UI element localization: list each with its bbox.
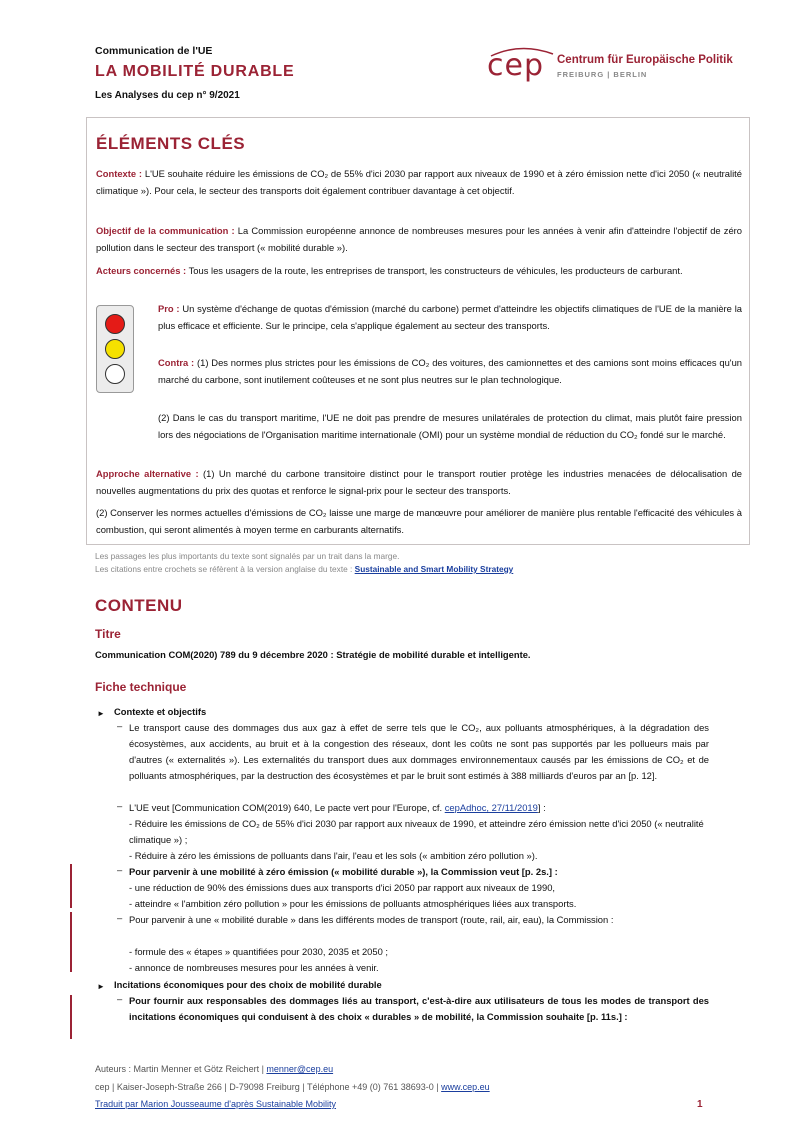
list-item: Le transport cause des dommages dus aux gaz à effet de serre tels que le CO₂, aux polluants atmosphériques, à la dégradation des écosystèmes, aux accidents, au bruit et à la congestion des réseaux, dont les coûts ne sont pas supportés par les pollueurs mais par d'autres (« externalités »). Les externalités du transport dues aux dommages environnementaux causés par les émissions de CO₂ et de polluants atmosphériques, par la destruction des écosystèmes et par le bruit sont estimés à 388 milliards d'euros par an [p. 12]. — [129, 722, 709, 781]
logo-text: cep — [487, 48, 544, 83]
dash-icon: – — [117, 993, 123, 1004]
pro-text: Un système d'échange de quotas d'émission (marché du carbone) permet d'atteindre les objectifs climatiques de l'UE de la manière la plus efficace et efficiente. Sur le principe, cela s'applique également au secteur des transports. — [158, 303, 742, 331]
bullet-title: Incitations économiques pour des choix de mobilité durable — [114, 979, 382, 990]
contra-paragraph — [158, 354, 742, 388]
note-margin-lines: Les passages les plus importants du texte sont signalés par un trait dans la marge. — [95, 551, 400, 561]
list-item-text: L'UE veut [Communication COM(2019) 640, Le pacte vert pour l'Europe, cf. — [129, 802, 445, 813]
cep-logo — [487, 44, 747, 84]
communication-label: Communication de l'UE — [95, 45, 213, 57]
bullet-title: Contexte et objectifs — [114, 706, 207, 717]
logo-cities: FREIBURG | BERLIN — [557, 70, 648, 79]
footer-authors-text: Auteurs : Martin Menner et Götz Reichert | — [95, 1064, 267, 1074]
context-label: Contexte : — [96, 168, 143, 179]
alternative-text-1: (1) Un marché du carbone transitoire distinct pour le transport routier protège les industries menacées de délocalisation de nouvelles augmentations du prix des quotas et renforce le signal-prix pour le secteur des transports. — [96, 468, 743, 496]
footer-address — [95, 1082, 490, 1092]
objective-paragraph — [96, 222, 742, 256]
contra-label: Contra : — [158, 357, 195, 368]
sub-item: - Réduire à zéro les émissions de polluants dans l'air, l'eau et les sols (« ambition zéro pollution »). — [129, 850, 538, 861]
margin-mark — [70, 995, 72, 1039]
sub-item: - annonce de nombreuses mesures pour les années à venir. — [129, 962, 379, 973]
yellow-lamp-icon — [105, 339, 125, 359]
title-text: Communication COM(2020) 789 du 9 décembre 2020 : Stratégie de mobilité durable et intelligente. — [95, 649, 531, 660]
key-elements-title: ÉLÉMENTS CLÉS — [96, 134, 246, 153]
content-heading: CONTENU — [95, 596, 183, 615]
translation-link[interactable]: Traduit par Marion Jousseaume d'après Sustainable Mobility — [95, 1099, 337, 1109]
sub-item: - une réduction de 90% des émissions dues aux transports d'ici 2050 par rapport aux niveaux de 1990, — [129, 882, 556, 893]
sub-item: - formule des « étapes » quantifiées pour 2030, 2035 et 2050 ; — [129, 946, 389, 957]
context-text: L'UE souhaite réduire les émissions de CO₂ de 55% d'ici 2030 par rapport aux niveaux de 1990 et à zéro émission nette d'ici 2050 (« neutralité climatique »). Pour cela, le secteur des transports doit également contribuer davantage à cet objectif. — [96, 168, 742, 196]
dash-icon: – — [117, 800, 123, 811]
objective-label: Objectif de la communication : — [96, 225, 235, 236]
page-number: 1 — [697, 1099, 703, 1110]
document-series: Les Analyses du cep n° 9/2021 — [95, 90, 240, 101]
dash-icon: – — [117, 720, 123, 731]
dash-icon: – — [117, 864, 123, 875]
strategy-link[interactable]: Sustainable and Smart Mobility Strategy — [354, 564, 514, 574]
author-email-link[interactable]: menner@cep.eu — [266, 1064, 334, 1074]
footer-authors — [95, 1064, 333, 1074]
margin-mark — [70, 912, 72, 972]
traffic-light-icon — [96, 305, 134, 393]
cepadhoc-link[interactable]: cepAdhoc, 27/11/2019 — [444, 802, 538, 813]
fiche-heading: Fiche technique — [95, 680, 187, 694]
bullet-icon: ► — [97, 982, 105, 991]
footer-translation — [95, 1099, 336, 1109]
actors-label: Acteurs concernés : — [96, 265, 187, 276]
sub-item: - atteindre « l'ambition zéro pollution » pour les émissions de polluants atmosphériques liées aux transports. — [129, 898, 577, 909]
list-item: Pour fournir aux responsables des dommages liés au transport, c'est-à-dire aux utilisateurs de tous les modes de transport des incitations économiques qui conduisent à des choix « durables » de mobilité, la Commission souhaite [p. 11s.] : — [129, 995, 709, 1022]
alternative-paragraph — [96, 465, 742, 499]
list-item-text: ] : — [537, 802, 546, 813]
website-link[interactable]: www.cep.eu — [441, 1082, 490, 1092]
document-title: LA MOBILITÉ DURABLE — [95, 63, 295, 80]
white-lamp-icon — [105, 364, 125, 384]
pro-label: Pro : — [158, 303, 180, 314]
logo-name: Centrum für Europäische Politik — [557, 54, 733, 66]
dash-icon: – — [117, 912, 123, 923]
contra-paragraph-2: (2) Dans le cas du transport maritime, l'UE ne doit pas prendre de mesures unilatérales de protection du climat, mais plutôt faire pression lors des négociations de l'Organisation maritime internationale (OMI) pour un système mondial de réduction du CO₂ fondé sur le marché. — [158, 412, 742, 440]
bullet-icon: ► — [97, 709, 105, 718]
objective-text: La Commission européenne annonce de nombreuses mesures pour les années à venir afin d'atteindre l'objectif de zéro pollution dans le secteur des transport (« mobilité durable »). — [96, 225, 742, 253]
list-item: Pour parvenir à une mobilité à zéro émission (« mobilité durable »), la Commission veut [p. 2s.] : — [129, 866, 558, 877]
margin-mark — [70, 864, 72, 908]
list-item: Pour parvenir à une « mobilité durable » dans les différents modes de transport (route, rail, air, eau), la Commission : — [129, 914, 614, 925]
actors-text: Tous les usagers de la route, les entreprises de transport, les constructeurs de véhicules, les producteurs de carburant. — [186, 265, 683, 276]
alternative-paragraph-2: (2) Conserver les normes actuelles d'émissions de CO₂ laisse une marge de manœuvre pour améliorer de manière plus rentable l'efficacité des véhicules à combustion, qui seront alimentés à moyen terme en carburants alternatifs. — [96, 507, 742, 535]
pro-paragraph — [158, 300, 742, 334]
list-item — [129, 800, 709, 816]
sub-item: - Réduire les émissions de CO₂ de 55% d'ici 2030 par rapport aux niveaux de 1990, et atteindre zéro émission nette d'ici 2050 (« neutralité climatique ») ; — [129, 818, 704, 845]
note-citations — [95, 564, 513, 574]
title-heading: Titre — [95, 627, 121, 641]
actors-paragraph — [96, 262, 742, 279]
context-paragraph — [96, 165, 742, 199]
note-citations-text: Les citations entre crochets se réfèrent à la version anglaise du texte : — [95, 564, 355, 574]
alternative-label: Approche alternative : — [96, 468, 199, 479]
contra-text-1: (1) Des normes plus strictes pour les émissions de CO₂ des voitures, des camionnettes et des camions sont moins efficaces qu'un marché du carbone, sont inutilement coûteuses et ne sont plus neutres sur le plan technologique. — [158, 357, 743, 385]
footer-address-text: cep | Kaiser-Joseph-Straße 266 | D-79098 Freiburg | Téléphone +49 (0) 761 38693-0 | — [95, 1082, 442, 1092]
red-lamp-icon — [105, 314, 125, 334]
